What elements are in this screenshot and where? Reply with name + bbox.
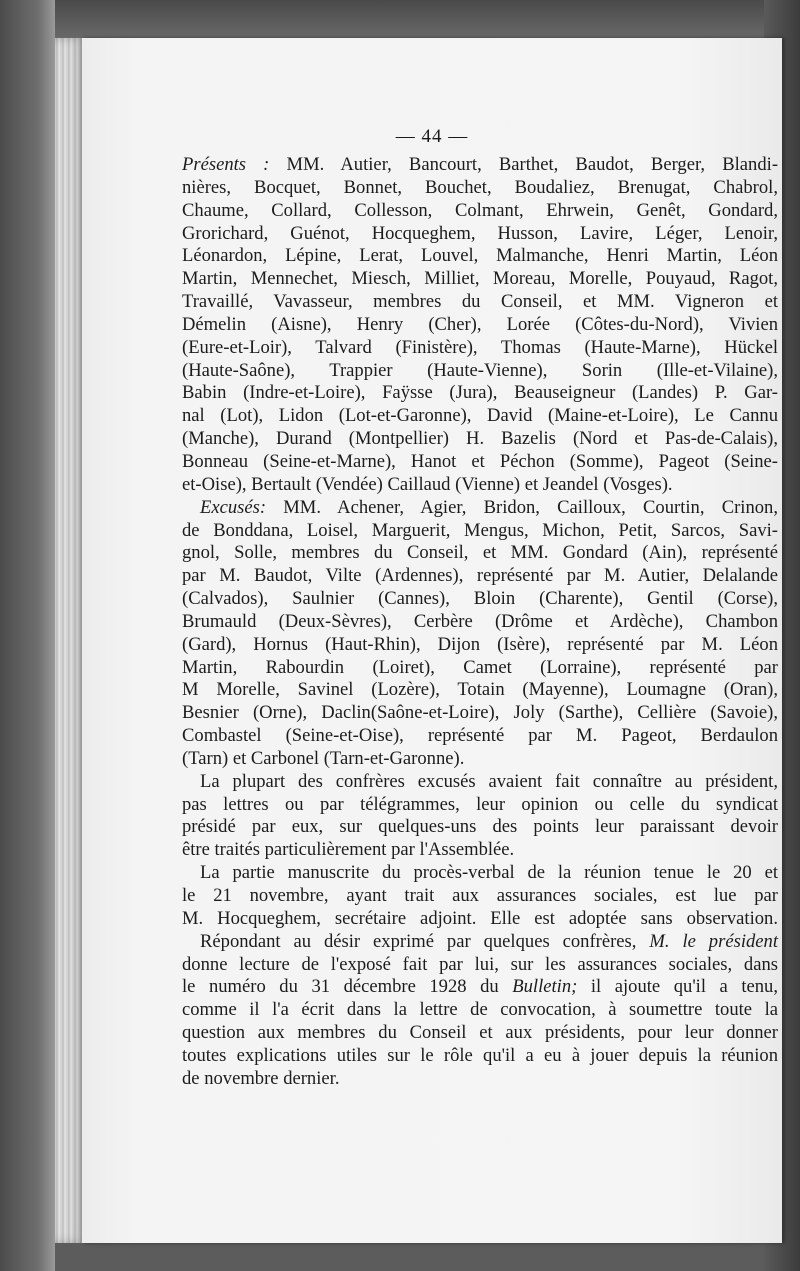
scan-background-left — [0, 0, 55, 1271]
text-line — [182, 268, 778, 291]
text-line — [182, 839, 778, 862]
text-line — [182, 771, 778, 794]
line-text: Bonneau (Seine-et-Marne), Hanot et Péchon (Somme), Pageot (Seine- — [182, 450, 778, 472]
line-text: Grorichard, Guénot, Hocqueghem, Husson, Lavire, Léger, Lenoir, — [182, 222, 778, 244]
line-text: Léonardon, Lépine, Lerat, Louvel, Malmanche, Henri Martin, Léon — [182, 245, 778, 267]
line-text: Besnier (Orne), Daclin(Saône-et-Loire), Joly (Sarthe), Cellière (Savoie), — [182, 702, 778, 724]
line-text: gnol, Solle, membres du Conseil, et MM. Gondard (Ain), représenté — [182, 542, 778, 564]
line-text: pas lettres ou par télégrammes, leur opinion ou celle du syndicat — [182, 793, 778, 815]
text-line — [182, 611, 778, 634]
line-text: Répondant au désir exprimé par quelques confrères, — [200, 930, 650, 952]
text-line — [182, 382, 778, 405]
text-line — [182, 177, 778, 200]
line-text: question aux membres du Conseil et aux présidents, pour leur donner — [182, 1022, 778, 1044]
text-line — [182, 999, 778, 1022]
text-line — [182, 520, 778, 543]
text-line — [182, 245, 778, 268]
line-text: (Calvados), Saulnier (Cannes), Bloin (Charente), Gentil (Corse), — [182, 588, 778, 610]
text-line — [182, 748, 778, 771]
text-line — [182, 908, 778, 931]
line-text: (Gard), Hornus (Haut-Rhin), Dijon (Isère), représenté par M. Léon — [182, 633, 778, 655]
text-line — [182, 679, 778, 702]
italic-text: Bulletin; — [512, 976, 578, 998]
text-line — [182, 223, 778, 246]
scan-background-top — [0, 0, 800, 40]
text-line — [182, 976, 778, 999]
line-text: par M. Baudot, Vilte (Ardennes), représenté par M. Autier, Delalande — [182, 565, 778, 587]
text-line — [182, 542, 778, 565]
text-line — [182, 725, 778, 748]
page-number: — 44 — — [395, 126, 469, 147]
text-line — [182, 1022, 778, 1045]
text-line — [182, 657, 778, 680]
line-text: présidé par eux, sur quelques-uns des points leur paraissant devoir — [182, 816, 778, 838]
text-line — [182, 474, 778, 497]
text-line — [182, 954, 778, 977]
line-text: Chaume, Collard, Collesson, Colmant, Ehrwein, Genêt, Gondard, — [182, 199, 778, 221]
line-text: Combastel (Seine-et-Oise), représenté par M. Pageot, Berdaulon — [182, 725, 778, 747]
line-text: nal (Lot), Lidon (Lot-et-Garonne), David (Maine-et-Loire), Le Cannu — [182, 405, 778, 427]
text-line — [182, 497, 778, 520]
italic-label: Présents : — [182, 154, 270, 175]
line-text: (Eure-et-Loir), Talvard (Finistère), Thomas (Haute-Marne), Hückel — [182, 336, 778, 358]
line-text: et-Oise), Bertault (Vendée) Caillaud (Vienne) et Jeandel (Vosges). — [182, 473, 673, 495]
text-line — [182, 794, 778, 817]
line-text: M. Hocqueghem, secrétaire adjoint. Elle est adoptée sans observation. — [182, 907, 778, 929]
line-text: donne lecture de l'exposé fait par lui, sur les assurances sociales, dans — [182, 953, 778, 975]
text-line — [182, 1068, 778, 1091]
text-line — [182, 314, 778, 337]
text-line — [182, 200, 778, 223]
line-text: La partie manuscrite du procès-verbal de la réunion tenue le 20 et — [200, 862, 778, 884]
text-line — [182, 360, 778, 383]
text-line — [182, 885, 778, 908]
text-line — [182, 565, 778, 588]
line-text-after: il ajoute qu'il a tenu, — [577, 976, 779, 998]
text-line — [182, 816, 778, 839]
text-line — [182, 405, 778, 428]
document-page — [82, 38, 782, 1243]
italic-text: M. le président — [649, 930, 779, 952]
body-text — [182, 154, 778, 1091]
text-line — [182, 588, 778, 611]
line-text: (Manche), Durand (Montpellier) H. Bazelis (Nord et Pas-de-Calais), — [182, 428, 778, 450]
line-text: (Tarn) et Carbonel (Tarn-et-Garonne). — [182, 747, 465, 769]
line-text: de novembre dernier. — [182, 1067, 340, 1089]
line-text: MM. Achener, Agier, Bridon, Cailloux, Courtin, Crinon, — [266, 496, 778, 518]
text-line — [182, 451, 778, 474]
line-text: La plupart des confrères excusés avaient fait connaître au président, — [200, 770, 778, 792]
text-line — [182, 862, 778, 885]
text-line — [182, 702, 778, 725]
line-text: Martin, Mennechet, Miesch, Milliet, Moreau, Morelle, Pouyaud, Ragot, — [182, 268, 778, 290]
text-line — [182, 428, 778, 451]
line-text: nières, Bocquet, Bonnet, Bouchet, Boudaliez, Brenugat, Chabrol, — [182, 176, 778, 198]
text-line — [182, 1045, 778, 1068]
line-text: MM. Autier, Bancourt, Barthet, Baudot, Berger, Blandi- — [269, 154, 779, 175]
text-line — [182, 291, 778, 314]
line-text: être traités particulièrement par l'Assemblée. — [182, 839, 515, 861]
text-line — [182, 931, 778, 954]
text-line — [182, 154, 778, 177]
line-text: le numéro du 31 décembre 1928 du — [182, 976, 513, 998]
line-text: M Morelle, Savinel (Lozère), Totain (Mayenne), Loumagne (Oran), — [182, 679, 778, 701]
line-text: Babin (Indre-et-Loire), Faÿsse (Jura), Beauseigneur (Landes) P. Gar- — [182, 382, 778, 404]
line-text: Démelin (Aisne), Henry (Cher), Lorée (Côtes-du-Nord), Vivien — [182, 313, 778, 335]
page-binding-edge — [55, 38, 85, 1243]
line-text: comme il l'a écrit dans la lettre de convocation, à soumettre toute la — [182, 999, 778, 1021]
line-text: toutes explications utiles sur le rôle qu'il a eu à jouer depuis la réunion — [182, 1044, 778, 1066]
line-text: Martin, Rabourdin (Loiret), Camet (Lorraine), représenté par — [182, 656, 778, 678]
line-text: Brumauld (Deux-Sèvres), Cerbère (Drôme et Ardèche), Chambon — [182, 610, 778, 632]
text-line — [182, 634, 778, 657]
text-line — [182, 337, 778, 360]
line-text: (Haute-Saône), Trappier (Haute-Vienne), Sorin (Ille-et-Vilaine), — [182, 359, 778, 381]
line-text: Travaillé, Vavasseur, membres du Conseil, et MM. Vigneron et — [182, 291, 778, 313]
line-text: de Bonddana, Loisel, Marguerit, Mengus, Michon, Petit, Sarcos, Savi- — [182, 519, 778, 541]
italic-label: Excusés: — [200, 496, 267, 518]
line-text: le 21 novembre, ayant trait aux assurances sociales, est lue par — [182, 885, 778, 906]
